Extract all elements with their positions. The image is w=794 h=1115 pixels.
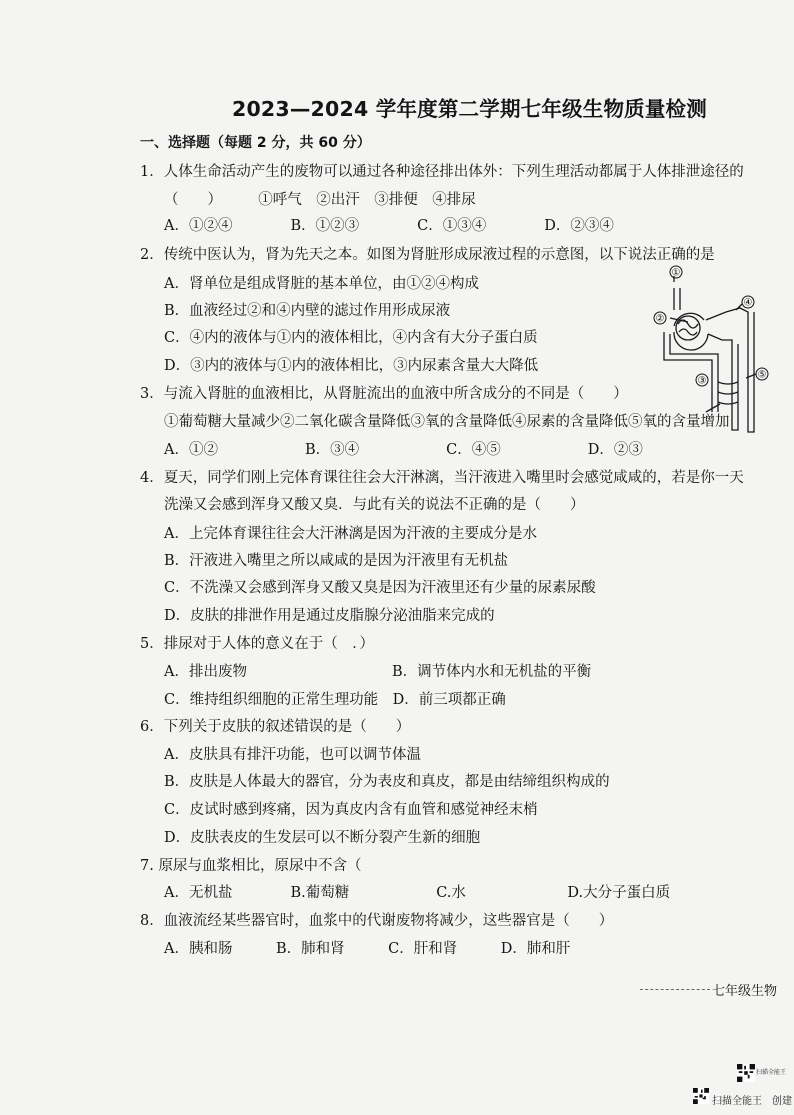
question-line: 5．排尿对于人体的意义在于（ ．） [140, 636, 374, 652]
question-line: C．皮试时感到疼痛，因为真皮内含有血管和感觉神经末梢 [164, 802, 538, 818]
question-line: A．无机盐 B.葡萄糖 C.水 D.大分子蛋白质 [164, 885, 671, 901]
question-line: D．③内的液体与①内的液体相比，③内尿素含量大大降低 [164, 358, 539, 374]
question-line: A．排出废物 B．调节体内水和无机盐的平衡 [164, 664, 592, 680]
question-line: （ ） ①呼气 ②出汗 ③排便 ④排尿 [164, 192, 476, 208]
question-line: ①葡萄糖大量减少②二氧化碳含量降低③氧的含量降低④尿素的含量降低⑤氧的含量增加 [164, 414, 730, 430]
question-line: D．皮肤的排泄作用是通过皮脂腺分泌油脂来完成的 [164, 608, 495, 624]
diagram-label-4: ④ [743, 297, 753, 309]
question-line: D．皮肤表皮的生发层可以不断分裂产生新的细胞 [164, 830, 481, 846]
question-line: 1．人体生命活动产生的废物可以通过各种途径排出体外：下列生理活动都属于人体排泄途径的 [140, 164, 744, 180]
question-line: A．肾单位是组成肾脏的基本单位，由①②④构成 [164, 276, 479, 292]
footer-divider [640, 989, 710, 990]
question-line: 6．下列关于皮肤的叙述错误的是（ ） [140, 719, 411, 735]
qr-code-icon [737, 1064, 755, 1082]
question-line: B．皮肤是人体最大的器官，分为表皮和真皮，都是由结缔组织构成的 [164, 774, 610, 790]
question-line: 洗澡又会感到浑身又酸又臭．与此有关的说法不正确的是（ ） [164, 497, 585, 513]
question-line: C．④内的液体与①内的液体相比，④内含有大分子蛋白质 [164, 330, 538, 346]
qr-code-icon [693, 1088, 709, 1104]
question-line: B．血液经过②和④内壁的滤过作用形成尿液 [164, 303, 451, 319]
question-line: 8．血液流经某些器官时，血浆中的代谢废物将减少，这些器官是（ ） [140, 913, 614, 929]
question-line: A．皮肤具有排汗功能，也可以调节体温 [164, 747, 421, 763]
question-line: C．维持组织细胞的正常生理功能 D．前三项都正确 [164, 692, 506, 708]
question-line: A．胰和肠 B．肺和肾 C．肝和肾 D．肺和肝 [164, 941, 571, 957]
watermark-created-text: 扫描全能王 创建 [712, 1096, 792, 1107]
question-line: 4．夏天，同学们刚上完体育课往往会大汗淋漓，当汗液进入嘴里时会感觉咸咸的，若是你一天 [140, 470, 744, 486]
question-line: C．不洗澡又会感到浑身又酸又臭是因为汗液里还有少量的尿素尿酸 [164, 580, 596, 596]
diagram-label-3: ③ [697, 375, 707, 387]
footer-page-label: 七年级生物 [712, 984, 778, 999]
question-line: A．上完体育课往往会大汗淋漓是因为汗液的主要成分是水 [164, 526, 537, 542]
watermark-app-name: 扫描全能王 [756, 1069, 787, 1076]
question-line: A．①② B．③④ C．④⑤ D．②③ [164, 442, 643, 458]
exam-title: 2023—2024 学年度第二学期七年级生物质量检测 [232, 97, 707, 121]
question-line: 3．与流入肾脏的血液相比，从肾脏流出的血液中所含成分的不同是（ ） [140, 386, 628, 402]
question-line: B．汗液进入嘴里之所以咸咸的是因为汗液里有无机盐 [164, 553, 509, 569]
nephron-diagram [648, 262, 772, 438]
question-line: A．①②④ B．①②③ C．①③④ D．②③④ [164, 218, 614, 234]
section-heading: 一、选择题（每题 2 分，共 60 分） [140, 135, 371, 151]
diagram-label-2: ② [655, 313, 665, 325]
question-line: 2．传统中医认为，肾为先天之本。如图为肾脏形成尿液过程的示意图，以下说法正确的是 [140, 247, 715, 263]
question-line: 7. 原尿与血浆相比，原尿中不含（ [140, 858, 362, 874]
diagram-label-1: ① [671, 267, 681, 279]
diagram-label-5: ⑤ [757, 369, 767, 381]
